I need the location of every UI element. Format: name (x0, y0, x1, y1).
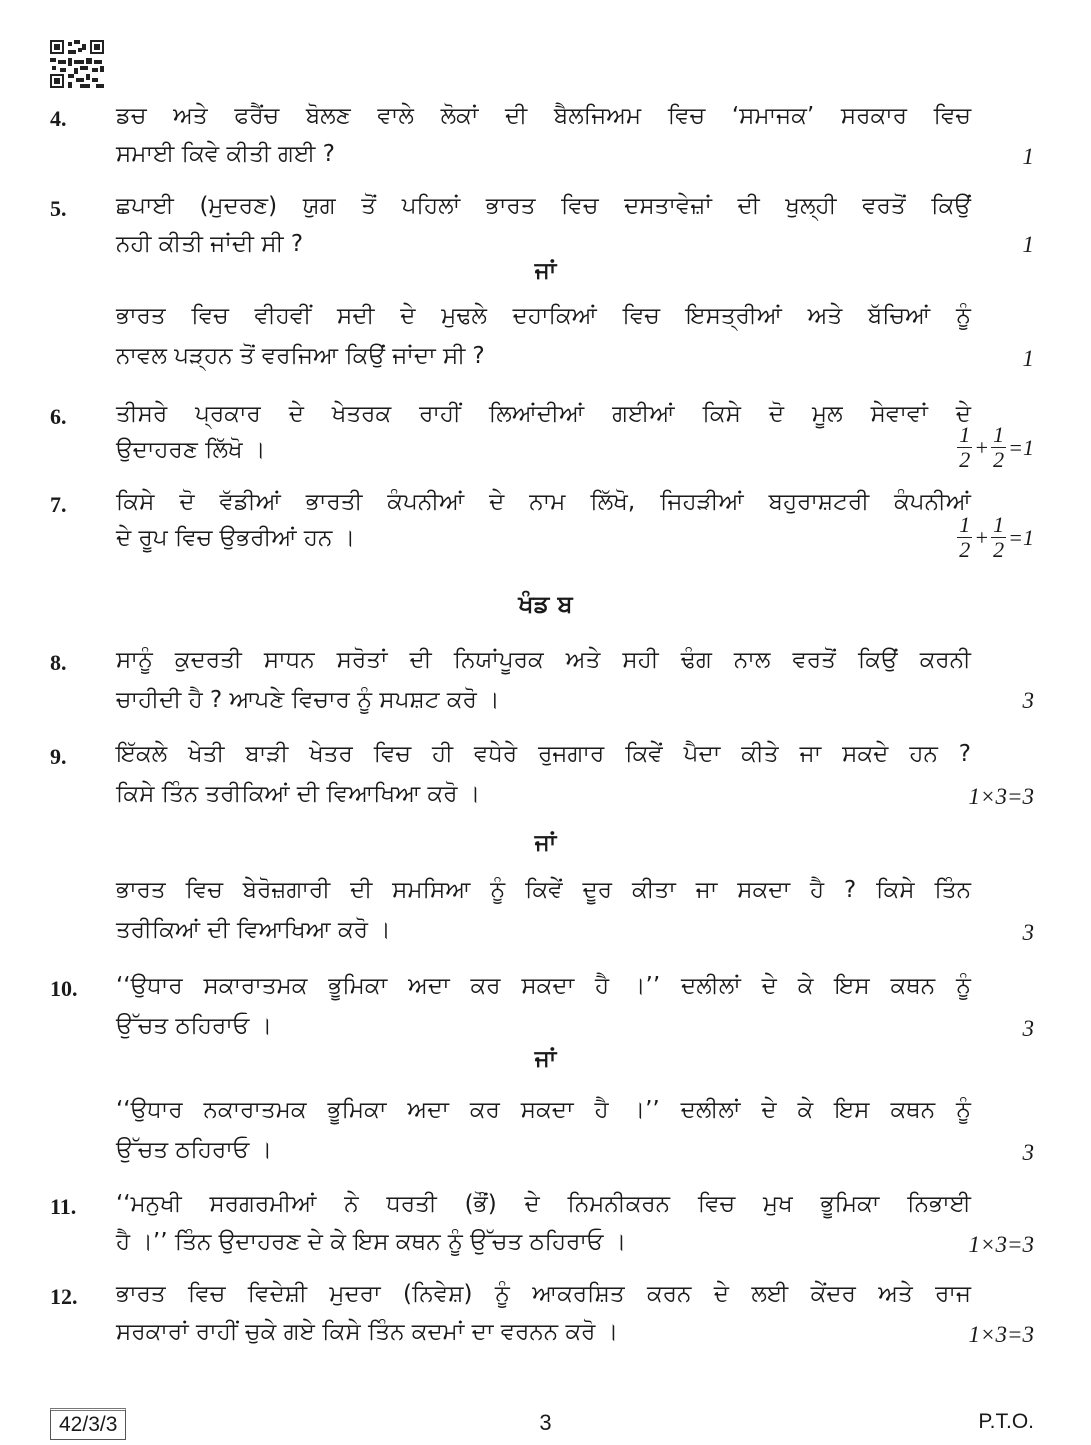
question-text-line: ਕਿਸੇ ਦੋ ਵੱਡੀਆਂ ਭਾਰਤੀ ਕੰਪਨੀਆਂ ਦੇ ਨਾਮ ਲਿੱਖੋ, ਜਿਹੜੀਆਂ ਬਹੁਰਾਸ਼ਟਰੀ ਕੰਪਨੀਆਂ (116, 489, 971, 515)
question-marks: 3 (1022, 920, 1034, 945)
fraction-equals: = (1008, 435, 1023, 460)
question-number: 9. (50, 744, 67, 769)
question-text-line: ਸਾਨੂੰ ਕੁਦਰਤੀ ਸਾਧਨ ਸਰੋਤਾਂ ਦੀ ਨਿਯਾਂਪੂਰਕ ਅਤੇ ਸਹੀ ਢੰਗ ਨਾਲ ਵਰਤੋਂ ਕਿਉਂ ਕਰਨੀ (116, 647, 971, 673)
question-text-line: ‘‘ਉਧਾਰ ਸਕਾਰਾਤਮਕ ਭੂਮਿਕਾ ਅਦਾ ਕਰ ਸਕਦਾ ਹੈ ।’’ ਦਲੀਲਾਂ ਦੇ ਕੇ ਇਸ ਕਥਨ ਨੂੰ (116, 973, 971, 999)
question-text-line: ਇੱਕਲੇ ਖੇਤੀ ਬਾੜੀ ਖੇਤਰ ਵਿਚ ਹੀ ਵਧੇਰੇ ਰੁਜਗਾਰ ਕਿਵੇਂ ਪੈਦਾ ਕੀਤੇ ਜਾ ਸਕਦੇ ਹਨ ? (116, 741, 971, 767)
question-text-line: ਕਿਸੇ ਤਿੰਨ ਤਰੀਕਿਆਂ ਦੀ ਵਿਆਖਿਆ ਕਰੋ । (116, 781, 481, 807)
question-marks: 3 (1022, 688, 1034, 713)
or-label: ਜਾਂ (534, 830, 557, 856)
question-text-line: ਡਚ ਅਤੇ ਫਰੈਂਚ ਬੋਲਣ ਵਾਲੇ ਲੋਕਾਂ ਦੀ ਬੈਲਜਿਅਮ ਵਿਚ ‘ਸਮਾਜਕ’ ਸਰਕਾਰ ਵਿਚ (116, 103, 971, 129)
section-title: ਖੰਡ ਬ (518, 590, 573, 618)
fraction-plus: + (974, 525, 990, 550)
question-text-line: ਭਾਰਤ ਵਿਚ ਵੀਹਵੀਂ ਸਦੀ ਦੇ ਮੁਢਲੇ ਦਹਾਕਿਆਂ ਵਿਚ ਇਸਤ੍ਰੀਆਂ ਅਤੇ ਬੱਚਿਆਂ ਨੂੰ (116, 303, 971, 329)
question-number: 11. (50, 1194, 77, 1219)
fraction-numerator: 1 (993, 512, 1005, 537)
page-number: 3 (539, 1410, 552, 1435)
question-text-line: ਨਾਵਲ ਪੜ੍ਹਨ ਤੋਂ ਵਰਜਿਆ ਕਿਉਂ ਜਾਂਦਾ ਸੀ ? (116, 343, 485, 369)
question-number: 7. (50, 492, 67, 517)
question-text-line: ਸਰਕਾਰਾਂ ਰਾਹੀਂ ਚੁਕੇ ਗਏ ਕਿਸੇ ਤਿੰਨ ਕਦਮਾਂ ਦਾ ਵਰਨਨ ਕਰੋ । (116, 1319, 619, 1345)
question-text-line: ਨਹੀ ਕੀਤੀ ਜਾਂਦੀ ਸੀ ? (116, 231, 304, 257)
question-text-line: ਭਾਰਤ ਵਿਚ ਬੇਰੋਜ਼ਗਾਰੀ ਦੀ ਸਮਸਿਆ ਨੂੰ ਕਿਵੇਂ ਦੂਰ ਕੀਤਾ ਜਾ ਸਕਦਾ ਹੈ ? ਕਿਸੇ ਤਿੰਨ (116, 877, 971, 903)
question-text-line: ਦੇ ਰੂਪ ਵਿਚ ਉਭਰੀਆਂ ਹਨ । (116, 525, 356, 551)
fraction-denominator: 2 (959, 447, 971, 472)
fraction-result: 1 (1023, 435, 1034, 460)
question-number: 6. (50, 404, 67, 429)
pto-label: P.T.O. (978, 1410, 1034, 1433)
question-marks: 3 (1022, 1016, 1034, 1041)
fraction-numerator: 1 (959, 422, 971, 447)
question-text-line: ਤਰੀਕਿਆਂ ਦੀ ਵਿਆਖਿਆ ਕਰੋ । (116, 917, 391, 943)
question-marks: 1 (1022, 346, 1034, 371)
question-text-line: ਉੱਚਤ ਠਹਿਰਾਓ । (116, 1013, 273, 1039)
paper-code-box: 42/3/3 (50, 1408, 126, 1440)
fraction-marks (956, 423, 1035, 473)
question-text-line: ਸਮਾਈ ਕਿਵੇ ਕੀਤੀ ਗਈ ? (116, 141, 335, 167)
question-marks: 3 (1022, 1140, 1034, 1165)
question-number: 5. (50, 196, 67, 221)
qr-code-icon (50, 40, 104, 88)
fraction-denominator: 2 (993, 447, 1005, 472)
question-number: 10. (50, 976, 78, 1001)
fraction-numerator: 1 (959, 512, 971, 537)
question-text-line: ਹੈ ।’’ ਤਿੰਨ ਉਦਾਹਰਣ ਦੇ ਕੇ ਇਸ ਕਥਨ ਨੂੰ ਉੱਚਤ ਠਹਿਰਾਓ । (116, 1229, 627, 1255)
question-text-line: ‘‘ਉਧਾਰ ਨਕਾਰਾਤਮਕ ਭੂਮਿਕਾ ਅਦਾ ਕਰ ਸਕਦਾ ਹੈ ।’’ ਦਲੀਲਾਂ ਦੇ ਕੇ ਇਸ ਕਥਨ ਨੂੰ (116, 1097, 971, 1123)
question-text-line: ਛਪਾਈ (ਮੁਦਰਣ) ਯੁਗ ਤੋਂ ਪਹਿਲਾਂ ਭਾਰਤ ਵਿਚ ਦਸਤਾਵੇਜ਼ਾਂ ਦੀ ਖੁਲ੍ਹੀ ਵਰਤੋਂ ਕਿਉਂ (116, 193, 971, 219)
question-text-line: ‘‘ਮਨੁਖੀ ਸਰਗਰਮੀਆਂ ਨੇ ਧਰਤੀ (ਭੌਂ) ਦੇ ਨਿਮਨੀਕਰਨ ਵਿਚ ਮੁਖ ਭੂਮਿਕਾ ਨਿਭਾਈ (116, 1191, 971, 1217)
question-text-line: ਉੱਚਤ ਠਹਿਰਾਓ । (116, 1137, 273, 1163)
question-text-line: ਚਾਹੀਦੀ ਹੈ ? ਆਪਣੇ ਵਿਚਾਰ ਨੂੰ ਸਪਸ਼ਟ ਕਰੋ । (116, 687, 500, 713)
fraction-denominator: 2 (993, 537, 1005, 562)
question-text-line: ਤੀਸਰੇ ਪ੍ਰਕਾਰ ਦੇ ਖੇਤਰਕ ਰਾਹੀਂ ਲਿਆਂਦੀਆਂ ਗਈਆਂ ਕਿਸੇ ਦੋ ਮੂਲ ਸੇਵਾਵਾਂ ਦੇ (116, 401, 971, 427)
question-number: 12. (50, 1284, 78, 1309)
question-marks: 1 (1022, 232, 1034, 257)
question-marks: 1×3=3 (968, 784, 1034, 809)
question-text-line: ਭਾਰਤ ਵਿਚ ਵਿਦੇਸ਼ੀ ਮੁਦਰਾ (ਨਿਵੇਸ਼) ਨੂੰ ਆਕਰਸ਼ਿਤ ਕਰਨ ਦੇ ਲਈ ਕੇਂਦਰ ਅਤੇ ਰਾਜ (116, 1281, 971, 1307)
fraction-plus: + (974, 435, 990, 460)
question-marks: 1 (1022, 144, 1034, 169)
fraction-denominator: 2 (959, 537, 971, 562)
or-label: ਜਾਂ (534, 258, 557, 284)
fraction-numerator: 1 (993, 422, 1005, 447)
question-number: 8. (50, 650, 67, 675)
or-label: ਜਾਂ (534, 1046, 557, 1072)
fraction-result: 1 (1023, 525, 1034, 550)
fraction-equals: = (1008, 525, 1023, 550)
fraction-marks (956, 513, 1035, 563)
question-number: 4. (50, 106, 67, 131)
question-text-line: ਉਦਾਹਰਣ ਲਿੱਖੋ । (116, 437, 266, 463)
question-marks: 1×3=3 (968, 1232, 1034, 1257)
question-marks: 1×3=3 (968, 1322, 1034, 1347)
